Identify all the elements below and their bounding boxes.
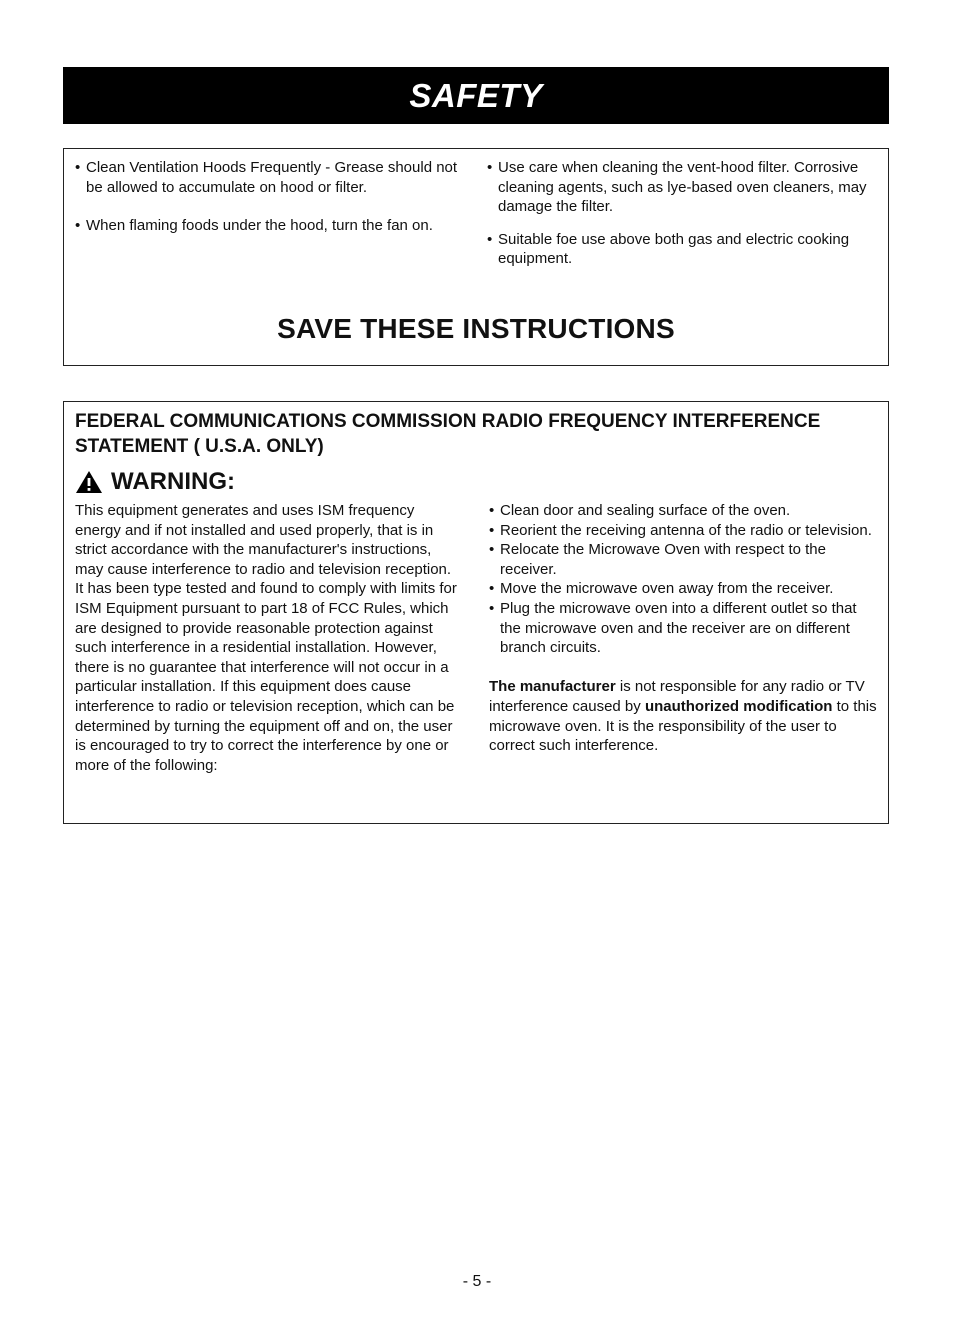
safety-item: • When flaming foods under the hood, turn the fan on. <box>75 216 465 236</box>
save-instructions-heading: SAVE THESE INSTRUCTIONS <box>277 313 675 344</box>
manufacturer-disclaimer <box>489 677 879 755</box>
fcc-box <box>63 401 889 824</box>
fcc-heading: FEDERAL COMMUNICATIONS COMMISSION RADIO FREQUENCY INTERFERENCE STATEMENT ( U.S.A. ONLY) <box>75 411 821 457</box>
measure-item: • Plug the microwave oven into a different outlet so that the microwave oven and the receiver are on different branch circuits. <box>489 599 879 658</box>
safety-item: • Clean Ventilation Hoods Frequently - Grease should not be allowed to accumulate on hood or filter. <box>75 158 465 197</box>
safety-item: • Use care when cleaning the vent-hood filter. Corrosive cleaning agents, such as lye-based oven cleaners, may damage the filter. <box>487 158 879 217</box>
disclaimer-bold-manufacturer: The manufacturer <box>489 678 616 696</box>
fcc-body-text: This equipment generates and uses ISM frequency energy and if not installed and used properly, that is in strict accordance with the manufacturer's instructions, may cause interference to radio and television reception. It has been type tested and found to comply with limits for ISM Equipment pursuant to part 18 of FCC Rules, which are designed to provide reasonable protection against such interference in a residential installation. However, there is no guarantee that interference will not occur in a particular installation. If this equipment does cause interference to radio or television reception, which can be determined by turning the equipment off and on, the user is encouraged to try to correct the interference by one or more of the following: <box>75 502 457 774</box>
measure-item: • Move the microwave oven away from the receiver. <box>489 579 879 599</box>
warning-row <box>75 468 235 496</box>
safety-banner <box>63 67 889 124</box>
warning-label: WARNING: <box>111 468 235 495</box>
measure-item: • Relocate the Microwave Oven with respect to the receiver. <box>489 540 879 579</box>
fcc-right-column <box>489 501 879 756</box>
measure-item: • Reorient the receiving antenna of the radio or television. <box>489 521 879 541</box>
safety-right-column <box>487 158 879 269</box>
safety-left-column <box>75 158 465 236</box>
safety-item: • Suitable foe use above both gas and electric cooking equipment. <box>487 230 879 269</box>
disclaimer-bold-modification: unauthorized modification <box>644 697 833 715</box>
warning-triangle-icon <box>75 470 103 494</box>
disclaimer-text: to this microwave oven. It is the responsibility of the user to correct such interference. <box>489 697 877 755</box>
safety-box <box>63 148 889 366</box>
measure-item: • Clean door and sealing surface of the oven. <box>489 501 879 521</box>
disclaimer-text: is not responsible for any radio or TV interference caused by <box>489 678 865 715</box>
page-number: - 5 - <box>462 1273 492 1290</box>
page-title: SAFETY <box>409 76 543 114</box>
